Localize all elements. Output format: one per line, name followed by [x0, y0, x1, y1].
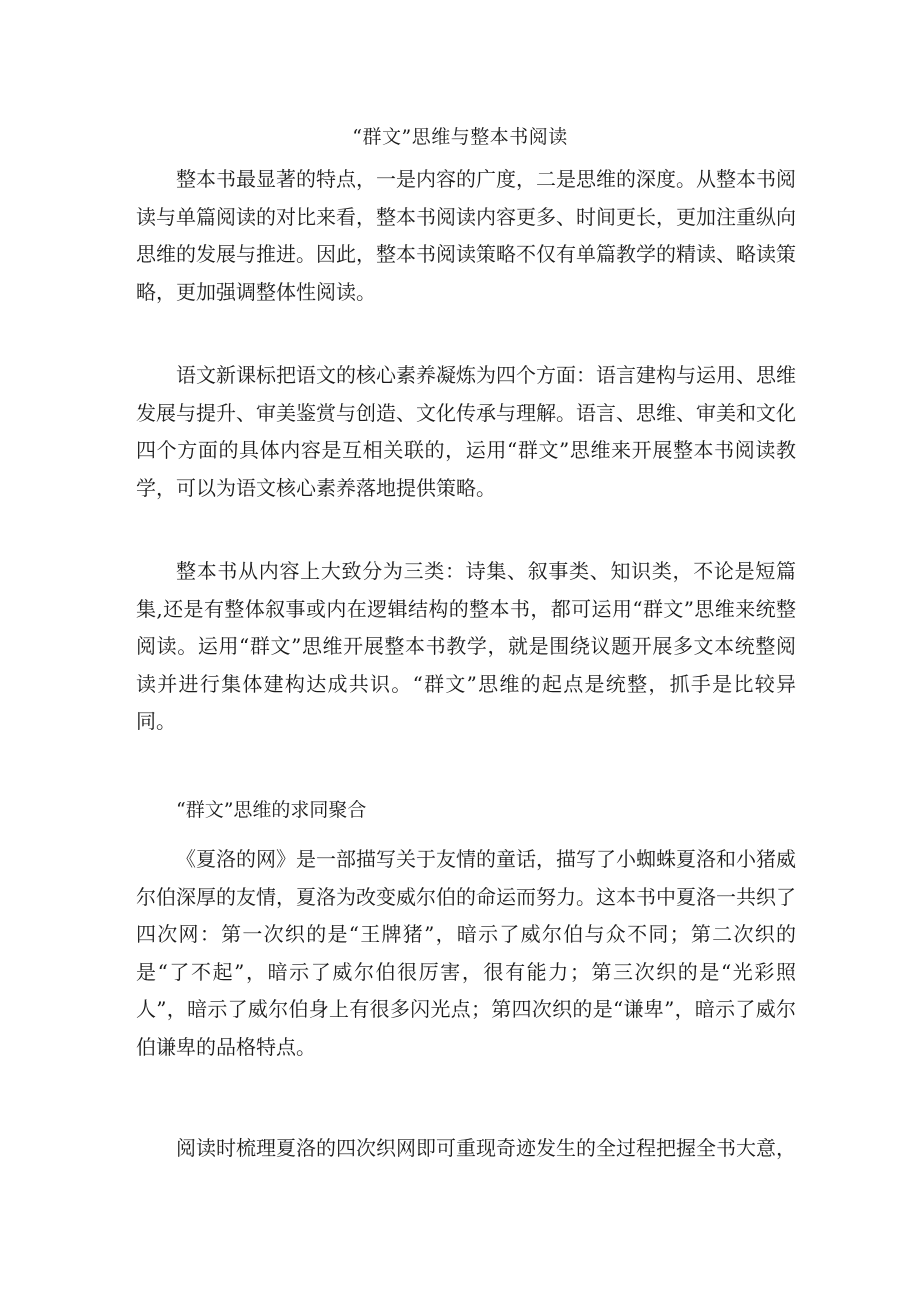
paragraph-charlottes-web: 《夏洛的网》是一部描写关于友情的童话，描写了小蜘蛛夏洛和小猪威尔伯深厚的友情，夏洛为改变威尔伯的命运而努力。这本书中夏洛一共织了四次网：第一次织的是“王牌猪”，暗示了威尔伯与众不同；第二次织的是“了不起”，暗示了威尔伯很厉害，很有能力；第三次织的是“光彩照人”，暗示了威尔伯身上有很多闪光点；第四次织的是“谦卑”，暗示了威尔伯谦卑的品格特点。 — [136, 847, 796, 1059]
paragraph-book-types: 整本书从内容上大致分为三类：诗集、叙事类、知识类，不论是短篇集,还是有整体叙事或内在逻辑结构的整本书，都可运用“群文”思维来统整阅读。运用“群文”思维开展整本书教学，就是围绕议题开展多文本统整阅读并进行集体建构达成共识。“群文”思维的起点是统整，抓手是比较异同。 — [136, 559, 796, 733]
paragraph-features: 整本书最显著的特点，一是内容的广度，二是思维的深度。从整本书阅读与单篇阅读的对比来看，整本书阅读内容更多、时间更长，更加注重纵向思维的发展与推进。因此，整本书阅读策略不仅有单篇教学的精读、略读策略，更加强调整体性阅读。 — [136, 167, 796, 304]
paragraph-core-literacy: 语文新课标把语文的核心素养凝炼为四个方面：语言建构与运用、思维发展与提升、审美鉴赏与创造、文化传承与理解。语言、思维、审美和文化四个方面的具体内容是互相关联的，运用“群文”思维来开展整本书阅读教学，可以为语文核心素养落地提供策略。 — [136, 363, 796, 500]
section-heading: “群文”思维的求同聚合 — [176, 799, 367, 821]
document-title: “群文”思维与整本书阅读 — [352, 126, 568, 148]
paragraph-reading-tip: 阅读时梳理夏洛的四次织网即可重现奇迹发生的全过程把握全书大意， — [176, 1136, 796, 1160]
